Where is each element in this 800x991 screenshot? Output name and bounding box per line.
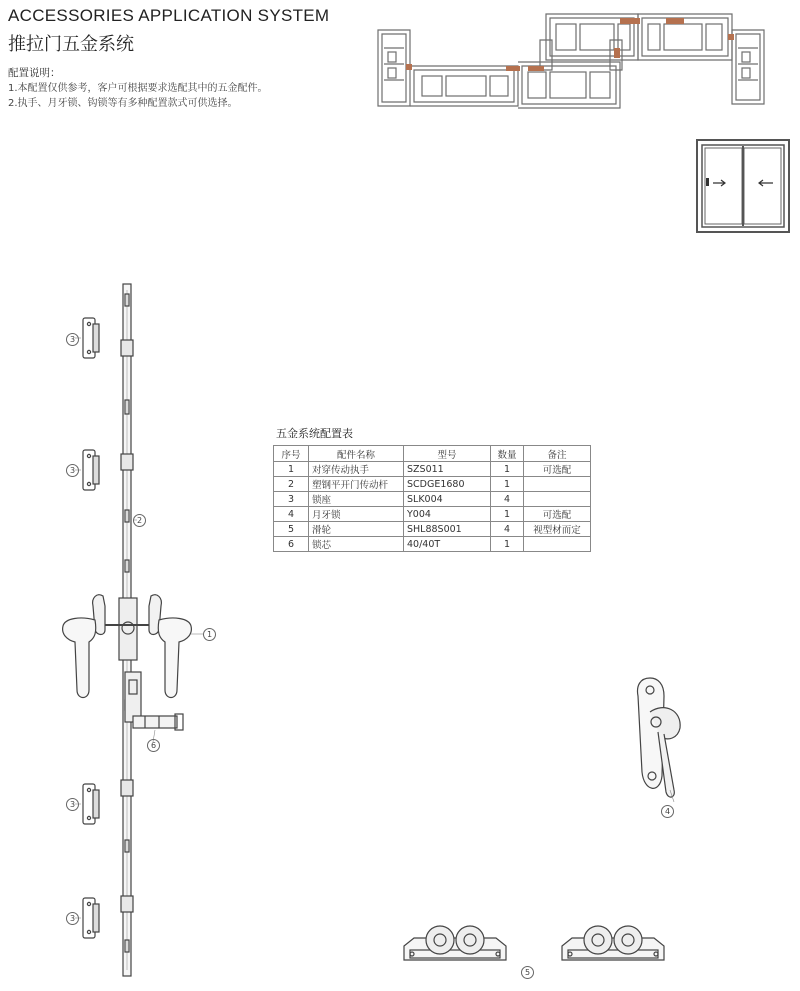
- cell-no: 6: [274, 537, 309, 552]
- cell-remark: 可选配: [524, 507, 591, 522]
- callout-3-keeper-3: 3: [66, 798, 79, 811]
- callout-1-handle: 1: [203, 628, 216, 641]
- table-row: [274, 507, 591, 522]
- cell-no: 4: [274, 507, 309, 522]
- profile-cross-section-drawing: [370, 4, 770, 116]
- header-model: 型号: [404, 446, 491, 462]
- transmission-rod-assembly-drawing: [55, 280, 215, 980]
- cell-qty: 1: [491, 537, 524, 552]
- cell-remark: [524, 537, 591, 552]
- title-english: ACCESSORIES APPLICATION SYSTEM: [8, 6, 330, 25]
- cell-part-name: 锁芯: [309, 537, 404, 552]
- table-header-row: [274, 446, 591, 462]
- callout-2-rod: 2: [133, 514, 146, 527]
- cell-no: 2: [274, 477, 309, 492]
- table-row: [274, 537, 591, 552]
- cell-no: 3: [274, 492, 309, 507]
- callout-3-keeper-4: 3: [66, 912, 79, 925]
- cell-model: SCDGE1680: [404, 477, 491, 492]
- cell-qty: 1: [491, 477, 524, 492]
- cell-model: SZS011: [404, 462, 491, 477]
- cell-remark: 视型材而定: [524, 522, 591, 537]
- callout-3-keeper-1: 3: [66, 333, 79, 346]
- title-chinese: 推拉门五金系统: [8, 34, 134, 55]
- table-row: [274, 462, 591, 477]
- cell-part-name: 锁座: [309, 492, 404, 507]
- cell-qty: 4: [491, 492, 524, 507]
- callout-6-cylinder: 6: [147, 739, 160, 752]
- callout-5-roller: 5: [521, 966, 534, 979]
- crescent-lock-drawing: [630, 672, 690, 802]
- roller-left-drawing: [400, 920, 510, 970]
- note-item-2: 2.执手、月牙锁、钩锁等有多种配置款式可供选择。: [8, 98, 238, 109]
- table-row: [274, 522, 591, 537]
- header-remark: 备注: [524, 446, 591, 462]
- header-qty: 数量: [491, 446, 524, 462]
- cell-part-name: 月牙锁: [309, 507, 404, 522]
- callout-4-crescent-lock: 4: [661, 805, 674, 818]
- header-part-name: 配件名称: [309, 446, 404, 462]
- cell-qty: 1: [491, 507, 524, 522]
- cell-model: 40/40T: [404, 537, 491, 552]
- table-row: [274, 477, 591, 492]
- config-table: [273, 445, 591, 552]
- notes-heading: 配置说明：: [8, 67, 61, 79]
- cell-no: 1: [274, 462, 309, 477]
- sliding-window-elevation-icon: [695, 138, 791, 234]
- cell-part-name: 塑钢平开门传动杆: [309, 477, 404, 492]
- cell-part-name: 对穿传动执手: [309, 462, 404, 477]
- cell-model: Y004: [404, 507, 491, 522]
- roller-right-drawing: [558, 920, 668, 970]
- note-item-1: 1.本配置仅供参考，客户可根据要求选配其中的五金配件。: [8, 83, 268, 94]
- cell-qty: 1: [491, 462, 524, 477]
- cell-qty: 4: [491, 522, 524, 537]
- cell-remark: [524, 477, 591, 492]
- cell-part-name: 滑轮: [309, 522, 404, 537]
- header-no: 序号: [274, 446, 309, 462]
- callout-3-keeper-2: 3: [66, 464, 79, 477]
- cell-remark: 可选配: [524, 462, 591, 477]
- config-table-title: 五金系统配置表: [276, 427, 353, 440]
- cell-model: SHL88S001: [404, 522, 491, 537]
- cell-no: 5: [274, 522, 309, 537]
- cell-remark: [524, 492, 591, 507]
- config-notes: [8, 66, 268, 111]
- table-row: [274, 492, 591, 507]
- cell-model: SLK004: [404, 492, 491, 507]
